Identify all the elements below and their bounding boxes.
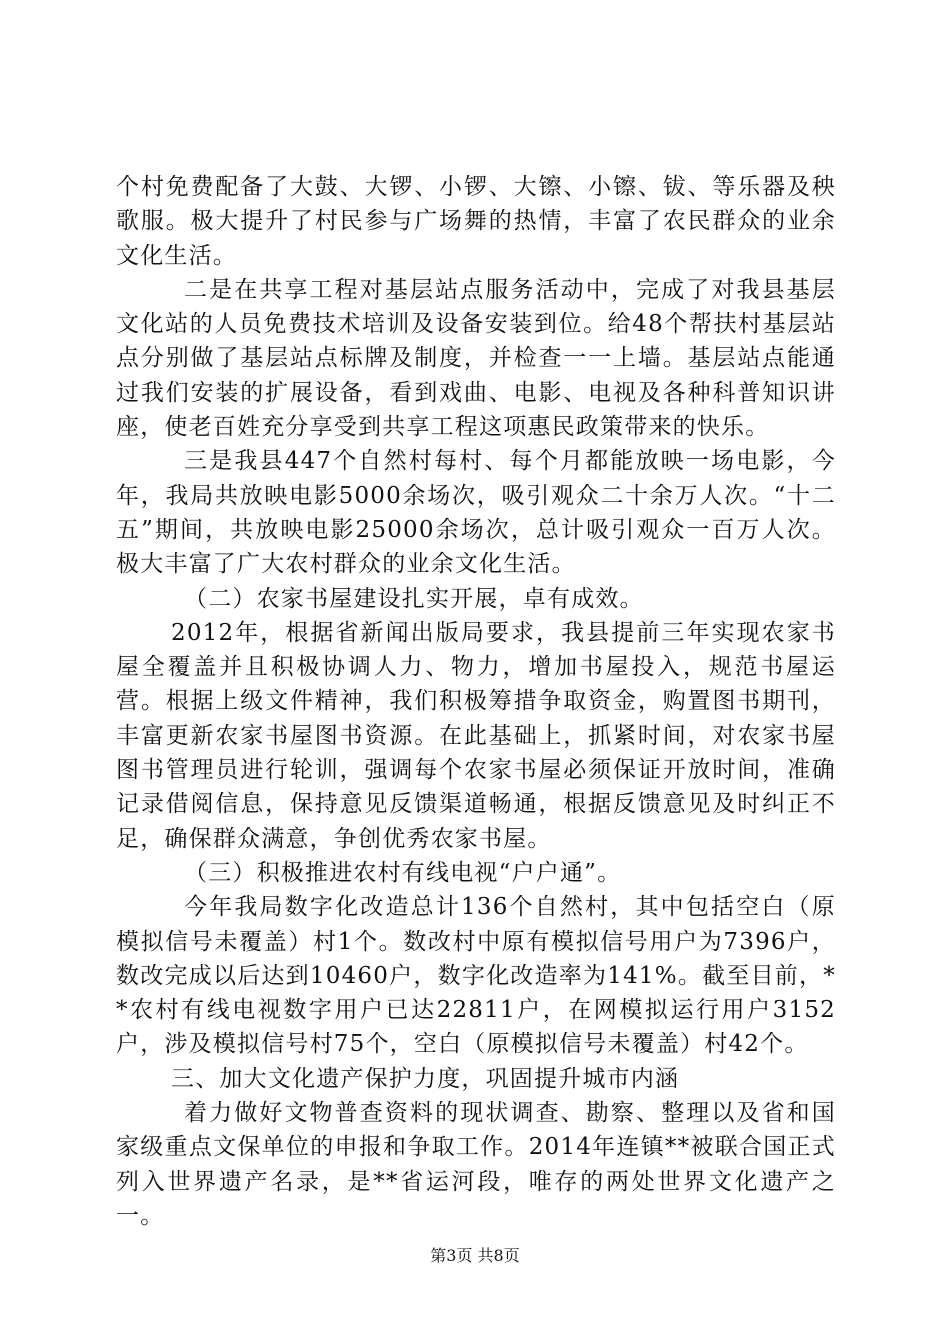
paragraph-heritage: 着力做好文物普查资料的现状调查、勘察、整理以及省和国家级重点文保单位的申报和争取工作。2014年连镇**被联合国正式列入世界遗产名录，是**省运河段，唯存的两处世界文化遗产之一。 [116,1100,836,1229]
page-number-footer: 第3页 共8页 [430,1246,520,1265]
section-heading-farmhouse-library: （二）农家书屋建设扎实开展，卓有成效。 [184,585,644,612]
document-body [116,170,836,1233]
paragraph-farmhouse-library: 2012年，根据省新闻出版局要求，我县提前三年实现农家书屋全覆盖并且积极协调人力、物力，增加书屋投入，规范书屋运营。根据上级文件精神，我们积极筹措争取资金，购置图书期刊，丰富更新农家书屋图书资源。在此基础上，抓紧时间，对农家书屋图书管理员进行轮训，强调每个农家书屋必须保证开放时间，准确记录借阅信息，保持意见反馈渠道畅通，根据反馈意见及时纠正不足，确保群众满意，争创优秀农家书屋。 [116,619,836,852]
paragraph-continuation: 个村免费配备了大鼓、大锣、小锣、大镲、小镲、钹、等乐器及秧歌服。极大提升了村民参与广场舞的热情，丰富了农民群众的业余文化生活。 [116,174,836,269]
paragraph-film-screening: 三是我县447个自然村每村、每个月都能放映一场电影，今年，我局共放映电影5000余场次，吸引观众二十余万人次。“十二五”期间，共放映电影25000余场次，总计吸引观众一百万人次。极大丰富了广大农村群众的业余文化生活。 [116,448,836,578]
paragraph-digitization: 今年我局数字化改造总计136个自然村，其中包括空白（原模拟信号未覆盖）村1个。数改村中原有模拟信号用户为7396户，数改完成以后达到10460户，数字化改造率为141%。截至目前，**农村有线电视数字用户已达22811户，在网模拟运行用户3152户，涉及模拟信号村75个，空白（原模拟信号未覆盖）村42个。 [116,894,836,1058]
paragraph-shared-project: 二是在共享工程对基层站点服务活动中，完成了对我县基层文化站的人员免费技术培训及设备安装到位。给48个帮扶村基层站点分别做了基层站点标牌及制度，并检查一一上墙。基层站点能通过我们安装的扩展设备，看到戏曲、电影、电视及各种科普知识讲座，使老百姓充分享受到共享工程这项惠民政策带来的快乐。 [116,276,836,441]
section-heading-cable-tv: （三）积极推进农村有线电视“户户通”。 [184,859,622,886]
section-heading-cultural-heritage: 三、加大文化遗产保护力度，巩固提升城市内涵 [171,1065,680,1092]
